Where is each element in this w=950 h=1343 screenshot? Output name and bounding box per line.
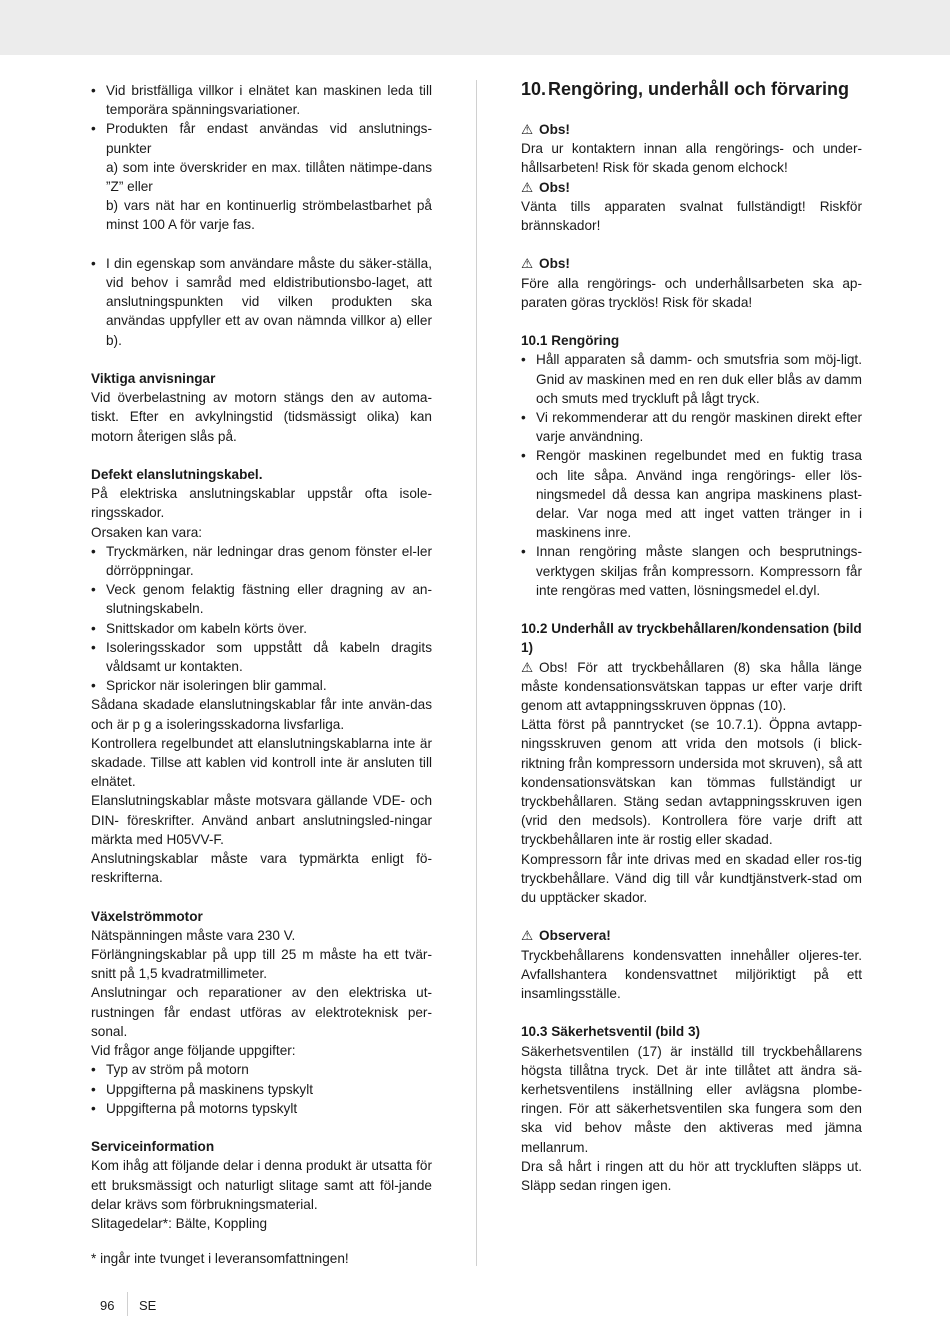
list-item: • Veck genom felaktig fästning eller dragning av an-slutningskabeln. — [91, 580, 432, 618]
paragraph: Anslutningskablar måste vara typmärkta enligt fö-reskrifterna. — [91, 851, 432, 886]
paragraph: Slitagedelar*: Bälte, Koppling — [91, 1215, 268, 1231]
list-item: • Snittskador om kabeln körts över. — [91, 619, 432, 638]
list-item: • Sprickor när isoleringen blir gammal. — [91, 676, 432, 695]
page-number-divider — [127, 1292, 128, 1316]
footnote: * ingår inte tvunget i leveransomfattningen! — [91, 1251, 349, 1266]
list-item: • Uppgifterna på maskinens typskylt — [91, 1080, 432, 1099]
chapter-heading: 10. Rengöring, underhåll och förvaring — [521, 79, 850, 99]
cleaning-list — [521, 350, 862, 600]
paragraph: Kom ihåg att följande delar i denna produkt är utsatta för ett bruksmässigt och naturligt slitage samt att föl-jande delar krävs som förbrukningsmaterial. — [91, 1158, 432, 1212]
paragraph: Elanslutningskablar måste motsvara gällande VDE- och DIN- föreskrifter. Använd anbart anslutningsled-ningar märkta med H05VV-F. — [91, 793, 432, 847]
warning-icon: ⚠ — [521, 659, 534, 675]
paragraph: Vid frågor ange följande uppgifter: — [91, 1043, 296, 1059]
paragraph: Lätta först på panntrycket (se 10.7.1). Öppna avtapp-ningsskruven genom att vrida den motsols (i blick-riktning från kompressorn undersida mot skruven), så att kondensationsvätskan kan tömmas fullständigt ur tryckbehållaren. Stäng sedan avtappningsskruven igen (vrid den medsols). Kontrollera före varje drift att tryckbehållaren inte är rostig eller skadad. — [521, 717, 862, 848]
section-heading: Defekt elanslutningskabel. — [91, 467, 263, 483]
list-item: • Håll apparaten så damm- och smutsfria som möj-ligt. Gnid av maskinen med en ren duk eller blås av damm och smuts med tryckluft på lågt tryck. — [521, 350, 862, 408]
language-code: SE — [139, 1298, 157, 1313]
section-heading: Serviceinformation — [91, 1139, 215, 1155]
list-item: • Rengör maskinen regelbundet med en fuktig trasa och lite såpa. Använd inga rengörings- eller lös-ningsmedel då dessa kan angripa maskinens plast-delar. Var noga med att inget vatten tränger in i maskinens inre. — [521, 446, 862, 542]
list-item: • Tryckmärken, när ledningar dras genom fönster el-ler dörröppningar. — [91, 542, 432, 580]
warning-icon: ⚠ — [521, 122, 534, 137]
paragraph: Vid överbelastning av motorn stängs den av automa-tiskt. Efter en avkylningstid (tidsmässigt olika) kan motorn återigen slås på. — [91, 390, 432, 444]
conditions-list — [91, 81, 432, 235]
warning-heading: ⚠ Obs! — [521, 254, 862, 273]
list-item: • Vid bristfälliga villkor i elnätet kan maskinen leda till temporära spänningsvariationer. — [91, 81, 432, 119]
paragraph: Före alla rengörings- och underhållsarbeten ska ap-paraten göras trycklös! Risk för skada! — [521, 275, 862, 310]
column-divider — [476, 80, 477, 1266]
paragraph: Vänta tills apparaten svalnat fullständigt! Riskför brännskador! — [521, 198, 862, 234]
list-item: • Isoleringsskador som uppstått då kabeln dragits våldsamt ur kontakten. — [91, 638, 432, 676]
list-item: • Uppgifterna på motorns typskylt — [91, 1099, 432, 1118]
left-column — [91, 81, 432, 1233]
paragraph: På elektriska anslutningskablar uppstår ofta isole-ringsskador. — [91, 486, 432, 521]
warning-heading: ⚠ Obs! — [521, 178, 862, 197]
paragraph: Anslutningar och reparationer av den elektriska ut-rustningen får endast utföras av elektroteknisk per-sonal. — [91, 985, 432, 1039]
warning-icon: ⚠ — [521, 179, 534, 195]
section-heading: 10.1 Rengöring — [521, 333, 620, 349]
list-item: • Typ av ström på motorn — [91, 1060, 432, 1079]
section-heading: Viktiga anvisningar — [91, 371, 216, 387]
info-list — [91, 1060, 432, 1118]
list-item: • Produkten får endast användas vid anslutnings-punkter a) som inte överskrider en max. tillåten nätimpe-dans ”Z” eller b) vars nät har en kontinuerlig strömbelastbarhet på minst 100 A för varje fas. — [91, 119, 432, 234]
warning-icon: ⚠ — [521, 928, 534, 944]
user-responsibility-list — [91, 254, 432, 350]
warning-icon: ⚠ — [521, 256, 534, 272]
list-item: • Vi rekommenderar att du rengör maskinen direkt efter varje användning. — [521, 408, 862, 446]
right-column — [521, 79, 862, 1195]
list-item: • Innan rengöring måste slangen och besprutnings-verktygen skiljas från kompressorn. Kompressorn får inte rengöras med vatten, lösningsmedel el.dyl. — [521, 542, 862, 600]
paragraph: Kompressorn får inte drivas med en skadad eller ros-tig tryckbehållare. Vänd dig till vår kundtjänstverk-stad om du upptäcker skador. — [521, 851, 862, 906]
section-heading: 10.3 Säkerhetsventil (bild 3) — [521, 1024, 701, 1040]
section-heading: Växelströmmotor — [91, 908, 203, 924]
paragraph: Kontrollera regelbundet att elanslutningskablarna inte är skadade. Tillse att kablen vid kontroll inte är ansluten till elnätet. — [91, 735, 432, 790]
paragraph: Tryckbehållarens kondensvatten innehåller oljeres-ter. Avfallshantera kondensvattnet miljöriktigt på ett insamlingsställe. — [521, 947, 862, 1002]
paragraph: Sådana skadade elanslutningskablar får inte använ-das och är p g a isoleringsskadorna livsfarliga. — [91, 697, 432, 732]
page-number: 96 — [100, 1298, 115, 1313]
paragraph: Förlängningskablar på upp till 25 m måste ha ett tvär-snitt på 1,5 kvadratmillimeter. — [91, 947, 432, 982]
paragraph: Orsaken kan vara: — [91, 524, 203, 540]
header-band — [0, 0, 950, 55]
paragraph: ⚠ Obs! För att tryckbehållaren (8) ska hålla länge måste kondensationsvätskan tappas ur efter varje drift genom att avtappningsskruven öppnas (10). — [521, 659, 862, 714]
list-item: • I din egenskap som användare måste du säker-ställa, vid behov i samråd med eldistributionsbo-laget, att anslutningspunkten vid vilken produkten ska användas uppfyller ett av ovan nämnda villkor a) eller b). — [91, 254, 432, 350]
paragraph: Nätspänningen måste vara 230 V. — [91, 927, 296, 943]
paragraph: Säkerhetsventilen (17) är inställd till tryckbehållarens högsta tillåtna tryck. Det är inte tillåtet att ändra sä-kerhetsventilens inställning eller avlägsna plombe-ringen. För att säkerhetsventilen ska fungera som den ska vid behov måste den aktiveras med jämna mellanrum. — [521, 1043, 862, 1155]
paragraph: Dra ur kontaktern innan alla rengörings- och under-hållsarbeten! Risk för skada genom elchock! — [521, 141, 862, 176]
section-heading: 10.2 Underhåll av tryckbehållaren/kondensation (bild 1) — [521, 621, 862, 656]
warning-heading: ⚠ Observera! — [521, 926, 862, 945]
causes-list — [91, 542, 432, 696]
paragraph: Dra så hårt i ringen att du hör att tryckluften släpps ut. Släpp sedan ringen igen. — [521, 1158, 862, 1194]
warning-heading: ⚠ Obs! — [521, 120, 862, 139]
